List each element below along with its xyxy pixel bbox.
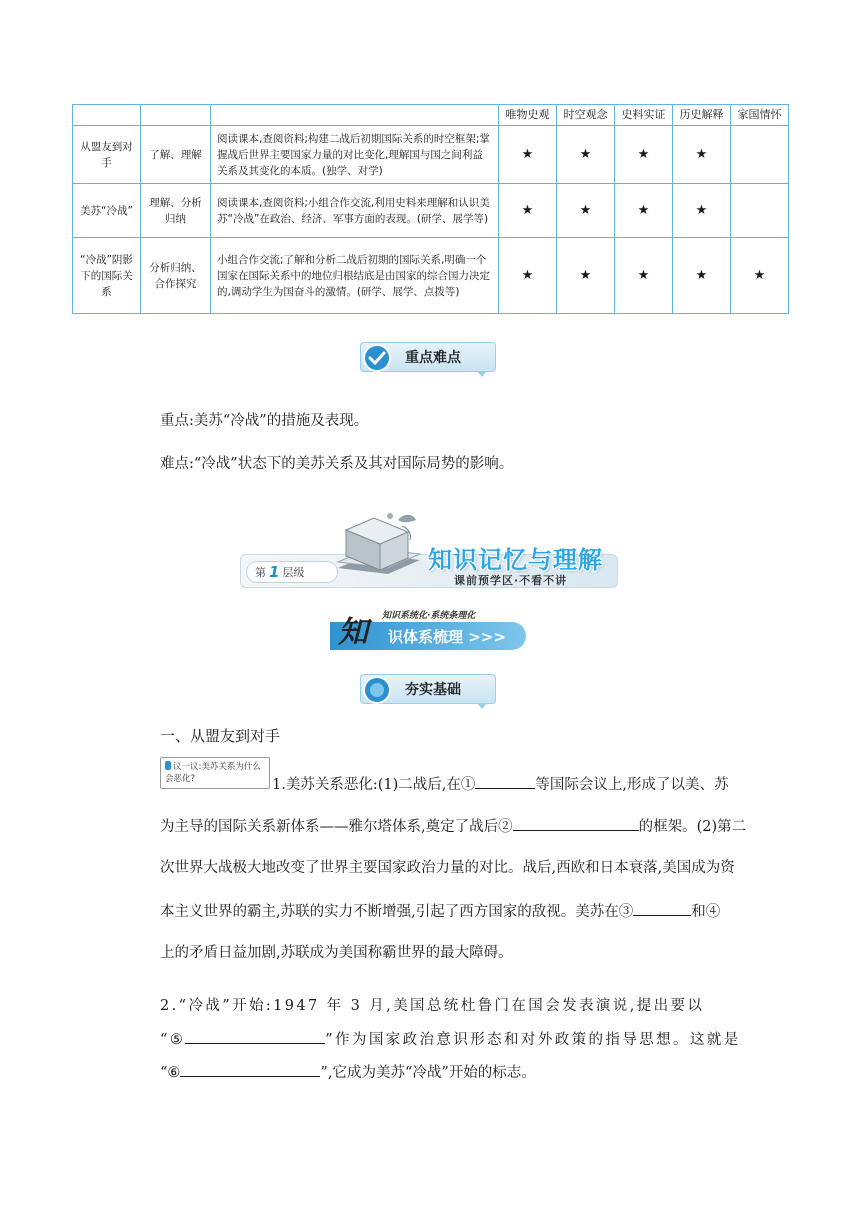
method-cell: 阅读课本,查阅资料;构建二战后初期国际关系的时空框架;掌握战后世界主要国家力量的对比变化,理解国与国之间利益关系及其变化的本质。(独学、对学) — [211, 126, 499, 184]
method-cell: 阅读课本,查阅资料;小组合作交流,利用史料来理解和认识美苏“冷战”在政治、经济、军事方面的表现。(研学、展学等) — [211, 184, 499, 238]
para1-line4: 本主义世界的霸主,苏联的实力不断增强,引起了西方国家的敌视。美苏在③ 和④ — [160, 901, 720, 922]
foundation-banner-label: 夯实基础 — [405, 682, 461, 698]
level-banner — [240, 510, 620, 590]
key-point-text: 重点:美苏“冷战”的措施及表现。 — [160, 413, 369, 429]
star-cell: ★ — [615, 126, 673, 184]
star-cell: ★ — [673, 126, 731, 184]
fill-blank-5[interactable] — [185, 1029, 325, 1044]
para1-line5: 上的矛盾日益加剧,苏联成为美国称霸世界的最大障碍。 — [160, 945, 513, 961]
literacy-header: 唯物史观 — [499, 105, 557, 126]
table-row — [73, 238, 789, 314]
star-cell: ★ — [499, 238, 557, 314]
difficult-point-text: 难点:“冷战”状态下的美苏关系及其对国际局势的影响。 — [160, 456, 514, 472]
table-row — [73, 184, 789, 238]
table-header-row — [73, 105, 789, 126]
literacy-header: 历史解释 — [673, 105, 731, 126]
level-title: 知识记忆与理解 — [428, 546, 603, 574]
knowledge-system-top-text: 知识系统化·系统条理化 — [382, 611, 476, 621]
section-heading: 一、从盟友到对手 — [160, 727, 281, 745]
fill-blank-3[interactable] — [633, 901, 691, 916]
literacy-header: 时空观念 — [557, 105, 615, 126]
key-points-banner — [360, 342, 496, 372]
pencil-icon — [165, 761, 171, 770]
star-cell — [731, 184, 789, 238]
para2-line2: “⑤ ”作为国家政治意识形态和对外政策的指导思想。这就是 — [160, 1029, 741, 1050]
header-empty-cell — [73, 105, 141, 126]
circle-icon — [361, 673, 395, 707]
header-empty-cell — [141, 105, 211, 126]
topic-cell: “冷战”阴影下的国际关系 — [73, 238, 141, 314]
knowledge-glyph: 知 — [338, 615, 368, 650]
para1-line3: 次世界大战极大地改变了世界主要国家政治力量的对比。战后,西欧和日本衰落,美国成为资 — [160, 860, 735, 876]
checkmark-icon — [361, 341, 395, 375]
objectives-table — [72, 104, 789, 314]
knowledge-system-banner — [330, 608, 530, 654]
table-row — [73, 126, 789, 184]
topic-cell: 从盟友到对手 — [73, 126, 141, 184]
star-cell: ★ — [499, 126, 557, 184]
star-cell: ★ — [557, 238, 615, 314]
knowledge-system-label: 识体系梳理 >>> — [388, 627, 506, 646]
foundation-banner — [360, 674, 496, 704]
book-plant-icon — [328, 510, 424, 582]
method-cell: 小组合作交流;了解和分析二战后初期的国际关系,明确一个国家在国际关系中的地位归根结底是由国家的综合国力决定的,调动学生为国奋斗的激情。(研学、展学、点拨等) — [211, 238, 499, 314]
star-cell: ★ — [557, 126, 615, 184]
header-empty-cell — [211, 105, 499, 126]
star-cell: ★ — [557, 184, 615, 238]
star-cell: ★ — [499, 184, 557, 238]
level-tag: 第 1 层级 — [246, 561, 338, 583]
star-cell: ★ — [615, 184, 673, 238]
star-cell: ★ — [615, 238, 673, 314]
discussion-prompt-text: 议一议:美苏关系为什么会恶化? — [165, 762, 261, 784]
fill-blank-2[interactable] — [513, 816, 639, 831]
literacy-header: 史料实证 — [615, 105, 673, 126]
fill-blank-1[interactable] — [475, 774, 535, 789]
level-cell: 分析归纳、合作探究 — [141, 238, 211, 314]
star-cell: ★ — [673, 184, 731, 238]
para1-line1: 1.美苏关系恶化:(1)二战后,在① 等国际会议上,形成了以美、苏 — [272, 774, 728, 795]
arrow-down-icon — [477, 371, 487, 377]
star-cell: ★ — [673, 238, 731, 314]
para2-line1: 2.“冷战”开始:1947 年 3 月,美国总统杜鲁门在国会发表演说,提出要以 — [160, 998, 705, 1014]
topic-cell: 美苏“冷战” — [73, 184, 141, 238]
para2-line3: “⑥ ”,它成为美苏“冷战”开始的标志。 — [160, 1062, 536, 1083]
key-points-banner-label: 重点难点 — [405, 350, 461, 366]
level-cell: 了解、理解 — [141, 126, 211, 184]
para1-line2: 为主导的国际关系新体系——雅尔塔体系,奠定了战后② 的框架。(2)第二 — [160, 816, 746, 837]
discussion-prompt-box — [160, 757, 270, 789]
fill-blank-6[interactable] — [180, 1062, 320, 1077]
level-cell: 理解、分析归纳 — [141, 184, 211, 238]
arrow-down-icon — [477, 703, 487, 709]
star-cell: ★ — [731, 238, 789, 314]
star-cell — [731, 126, 789, 184]
literacy-header: 家国情怀 — [731, 105, 789, 126]
level-subtitle: 课前预学区·不看不讲 — [454, 574, 568, 587]
